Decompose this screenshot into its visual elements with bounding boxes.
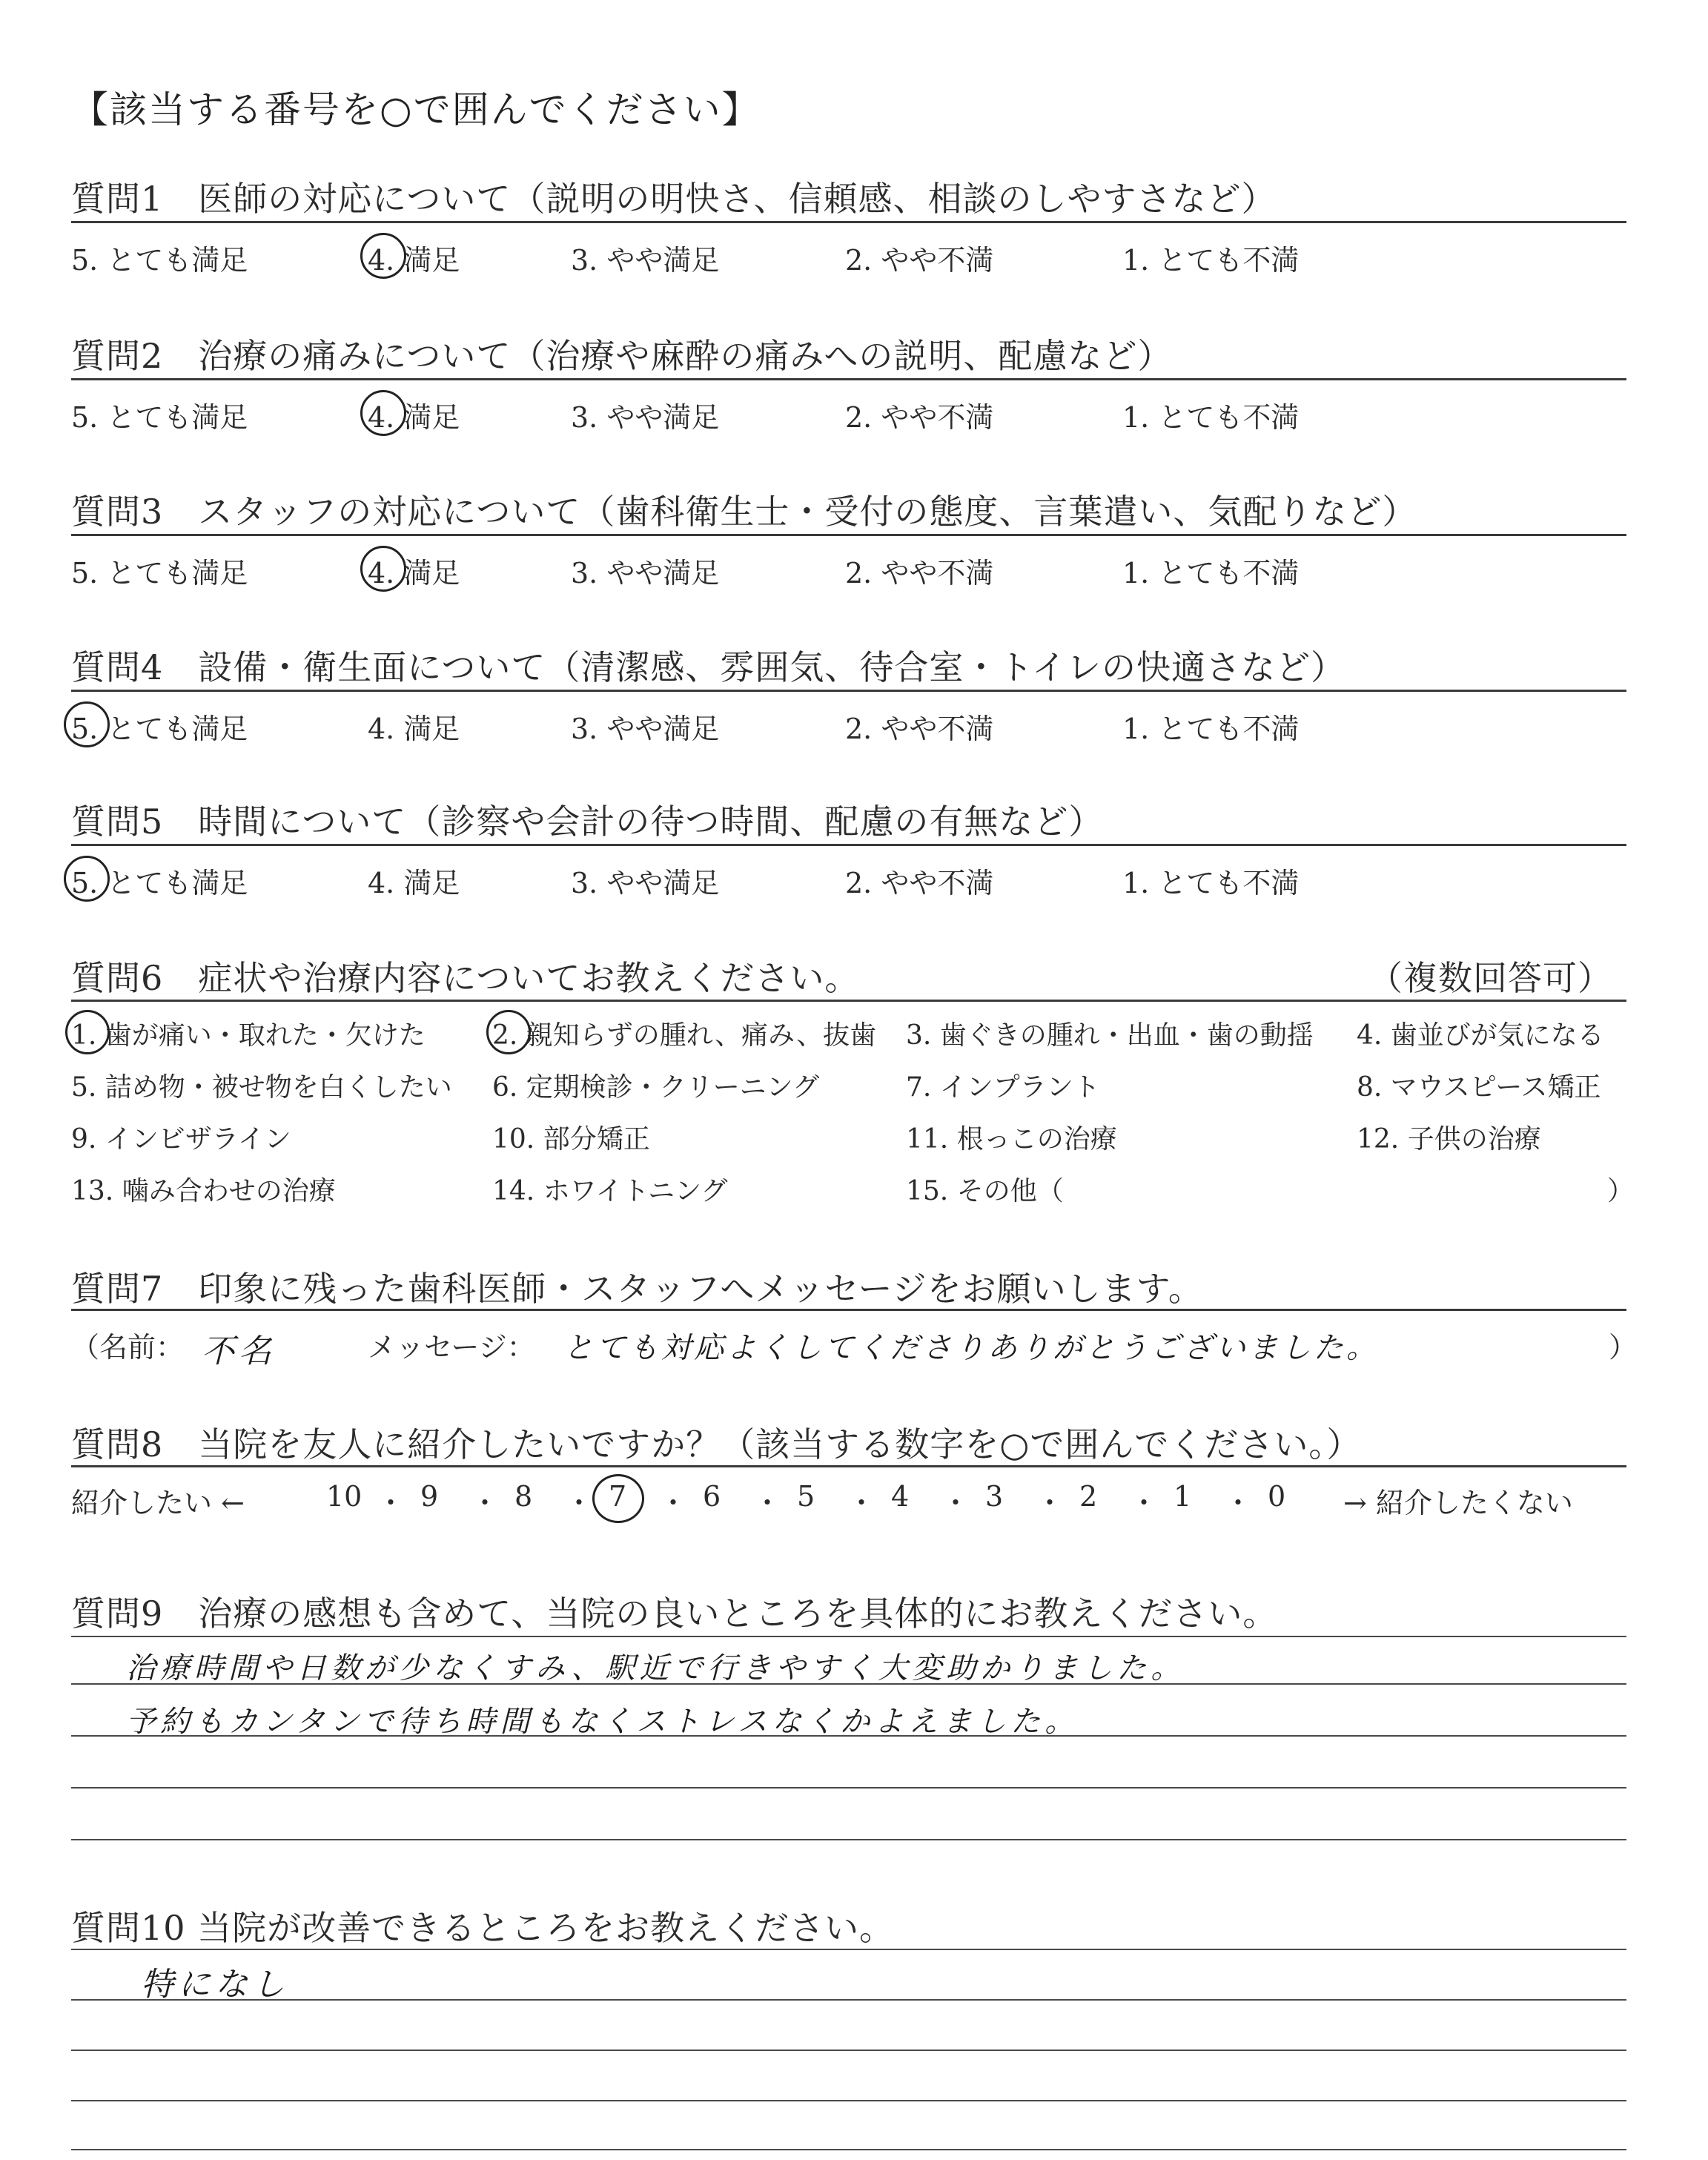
q3-option-1[interactable]: 1. とても不満 xyxy=(1122,557,1300,589)
q1-selection-circle xyxy=(360,233,406,279)
q8-scale-separator: ・ xyxy=(471,1487,500,1519)
q8-scale-10[interactable]: 10 xyxy=(326,1480,363,1513)
q5-rule xyxy=(71,844,1626,846)
q3-title: 質問3 スタッフの対応について（歯科衛生士・受付の態度、言葉遣い、気配りなど） xyxy=(71,492,1417,532)
q4-rule xyxy=(71,690,1626,692)
q10-line xyxy=(71,2100,1626,2101)
q8-scale-9[interactable]: 9 xyxy=(420,1480,439,1513)
q3-option-3[interactable]: 3. やや満足 xyxy=(571,557,720,589)
q8-scale-5[interactable]: 5 xyxy=(797,1480,815,1513)
q6-option-2[interactable]: 2. 親知らずの腫れ、痛み、抜歯 xyxy=(492,1020,877,1051)
q4-option-1[interactable]: 1. とても不満 xyxy=(1122,713,1300,745)
q8-scale-separator: ・ xyxy=(377,1487,406,1519)
q2-option-3[interactable]: 3. やや満足 xyxy=(571,401,720,434)
q8-scale-1[interactable]: 1 xyxy=(1174,1480,1192,1513)
q8-selection-circle xyxy=(592,1474,644,1523)
q9-line xyxy=(71,1787,1626,1789)
q8-scale-separator: ・ xyxy=(847,1487,876,1519)
q6-option-14[interactable]: 14. ホワイトニング xyxy=(492,1176,728,1206)
q10-line xyxy=(71,1999,1626,2001)
q6-selection-circle xyxy=(486,1010,531,1054)
q6-option-4[interactable]: 4. 歯並びが気になる xyxy=(1357,1020,1604,1051)
q6-rule xyxy=(71,1000,1626,1002)
q7-rule xyxy=(71,1309,1626,1311)
q2-rule xyxy=(71,378,1626,380)
q1-title: 質問1 医師の対応について（説明の明快さ、信頼感、相談のしやすさなど） xyxy=(71,179,1277,219)
q3-option-5[interactable]: 5. とても満足 xyxy=(71,557,248,589)
q4-option-5[interactable]: 5. とても満足 xyxy=(71,713,248,745)
q6-option-6[interactable]: 6. 定期検診・クリーニング xyxy=(492,1072,820,1103)
q9-answer-line[interactable]: 予約もカンタンで待ち時間もなくストレスなくかよえました。 xyxy=(126,1705,1079,1739)
q6-option-10[interactable]: 10. 部分矯正 xyxy=(492,1124,650,1155)
q6-option-5[interactable]: 5. 詰め物・被せ物を白くしたい xyxy=(71,1072,452,1103)
q9-line xyxy=(71,1636,1626,1637)
q4-selection-circle xyxy=(64,701,110,747)
q2-title: 質問2 治療の痛みについて（治療や麻酔の痛みへの説明、配慮など） xyxy=(71,336,1173,376)
q8-scale-separator: ・ xyxy=(1036,1487,1065,1519)
q8-scale-separator: ・ xyxy=(1224,1487,1253,1519)
q1-option-4[interactable]: 4. 満足 xyxy=(368,244,460,277)
q4-title: 質問4 設備・衛生面について（清潔感、雰囲気、待合室・トイレの快適さなど） xyxy=(71,647,1346,687)
q2-option-4[interactable]: 4. 満足 xyxy=(368,401,460,434)
q1-option-2[interactable]: 2. やや不満 xyxy=(845,244,994,277)
q7-name-value[interactable]: 不名 xyxy=(202,1332,276,1370)
q9-title: 質問9 治療の感想も含めて、当院の良いところを具体的にお教えください。 xyxy=(71,1593,1278,1634)
q1-option-5[interactable]: 5. とても満足 xyxy=(71,244,248,277)
q7-title: 質問7 印象に残った歯科医師・スタッフへメッセージをお願いします。 xyxy=(71,1269,1203,1309)
q8-left-label: 紹介したい ← xyxy=(71,1487,245,1519)
q8-scale-separator: ・ xyxy=(565,1487,594,1519)
q10-title: 質問10 当院が改善できるところをお教えください。 xyxy=(71,1908,895,1948)
q6-other-close: ） xyxy=(1607,1176,1635,1206)
q8-scale-2[interactable]: 2 xyxy=(1079,1480,1098,1513)
q5-option-5[interactable]: 5. とても満足 xyxy=(71,867,248,899)
q8-scale-0[interactable]: 0 xyxy=(1268,1480,1286,1513)
q4-option-3[interactable]: 3. やや満足 xyxy=(571,713,720,745)
q5-title: 質問5 時間について（診察や会計の待つ時間、配慮の有無など） xyxy=(71,802,1104,842)
q8-scale-separator: ・ xyxy=(941,1487,970,1519)
q10-line xyxy=(71,2050,1626,2051)
q9-answer-line[interactable]: 治療時間や日数が少なくすみ、駅近で行きやすく大変助かりました。 xyxy=(126,1651,1185,1685)
q7-message-value[interactable]: とても対応よくしてくださりありがとうございました。 xyxy=(563,1331,1379,1365)
q3-option-2[interactable]: 2. やや不満 xyxy=(845,557,994,589)
q8-right-label: → 紹介したくない xyxy=(1343,1487,1573,1519)
q6-option-9[interactable]: 9. インビザライン xyxy=(71,1124,291,1155)
q4-option-4[interactable]: 4. 満足 xyxy=(368,713,460,745)
q8-rule xyxy=(71,1465,1626,1467)
q10-line xyxy=(71,2149,1626,2150)
q6-option-12[interactable]: 12. 子供の治療 xyxy=(1357,1124,1541,1155)
q5-option-2[interactable]: 2. やや不満 xyxy=(845,867,994,899)
q1-option-1[interactable]: 1. とても不満 xyxy=(1122,244,1300,277)
q6-option-8[interactable]: 8. マウスピース矯正 xyxy=(1357,1072,1601,1103)
q6-option-7[interactable]: 7. インプラント xyxy=(906,1072,1100,1103)
q8-scale-6[interactable]: 6 xyxy=(703,1480,721,1513)
q6-selection-circle xyxy=(65,1010,110,1054)
q2-selection-circle xyxy=(360,390,406,436)
q6-title: 質問6 症状や治療内容についてお教えください。 xyxy=(71,958,860,998)
q6-option-15[interactable]: 15. その他（ xyxy=(906,1176,1064,1206)
q8-scale-separator: ・ xyxy=(659,1487,688,1519)
q4-option-2[interactable]: 2. やや不満 xyxy=(845,713,994,745)
q6-option-1[interactable]: 1. 歯が痛い・取れた・欠けた xyxy=(71,1020,426,1051)
q6-option-13[interactable]: 13. 噛み合わせの治療 xyxy=(71,1176,336,1206)
q1-option-3[interactable]: 3. やや満足 xyxy=(571,244,720,277)
q8-scale-7[interactable]: 7 xyxy=(609,1480,627,1513)
q1-rule xyxy=(71,221,1626,223)
q8-scale-8[interactable]: 8 xyxy=(514,1480,533,1513)
q5-option-3[interactable]: 3. やや満足 xyxy=(571,867,720,899)
q8-scale-separator: ・ xyxy=(753,1487,782,1519)
q7-close: ） xyxy=(1609,1331,1638,1364)
q7-name-label: （名前： xyxy=(71,1331,185,1364)
q3-selection-circle xyxy=(360,546,406,592)
q2-option-2[interactable]: 2. やや不満 xyxy=(845,401,994,434)
q6-option-3[interactable]: 3. 歯ぐきの腫れ・出血・歯の動揺 xyxy=(906,1020,1314,1051)
q8-title: 質問8 当院を友人に紹介したいですか？（該当する数字を○で囲んでください。） xyxy=(71,1424,1362,1464)
q3-option-4[interactable]: 4. 満足 xyxy=(368,557,460,589)
q8-scale-3[interactable]: 3 xyxy=(985,1480,1004,1513)
page-title: 【該当する番号を○で囲んでください】 xyxy=(71,88,761,131)
q8-scale-separator: ・ xyxy=(1130,1487,1159,1519)
q9-line xyxy=(71,1839,1626,1840)
q5-option-1[interactable]: 1. とても不満 xyxy=(1122,867,1300,899)
q10-answer-line[interactable]: 特になし xyxy=(141,1966,289,2004)
q5-option-4[interactable]: 4. 満足 xyxy=(368,867,460,899)
q2-option-1[interactable]: 1. とても不満 xyxy=(1122,401,1300,434)
q6-option-11[interactable]: 11. 根っこの治療 xyxy=(906,1124,1117,1155)
q3-rule xyxy=(71,534,1626,536)
q10-line xyxy=(71,1949,1626,1950)
q2-option-5[interactable]: 5. とても満足 xyxy=(71,401,248,434)
q8-scale-4[interactable]: 4 xyxy=(891,1480,910,1513)
q7-message-label: メッセージ： xyxy=(368,1331,535,1364)
q5-selection-circle xyxy=(64,856,110,902)
q6-note: （複数回答可） xyxy=(1368,958,1612,998)
